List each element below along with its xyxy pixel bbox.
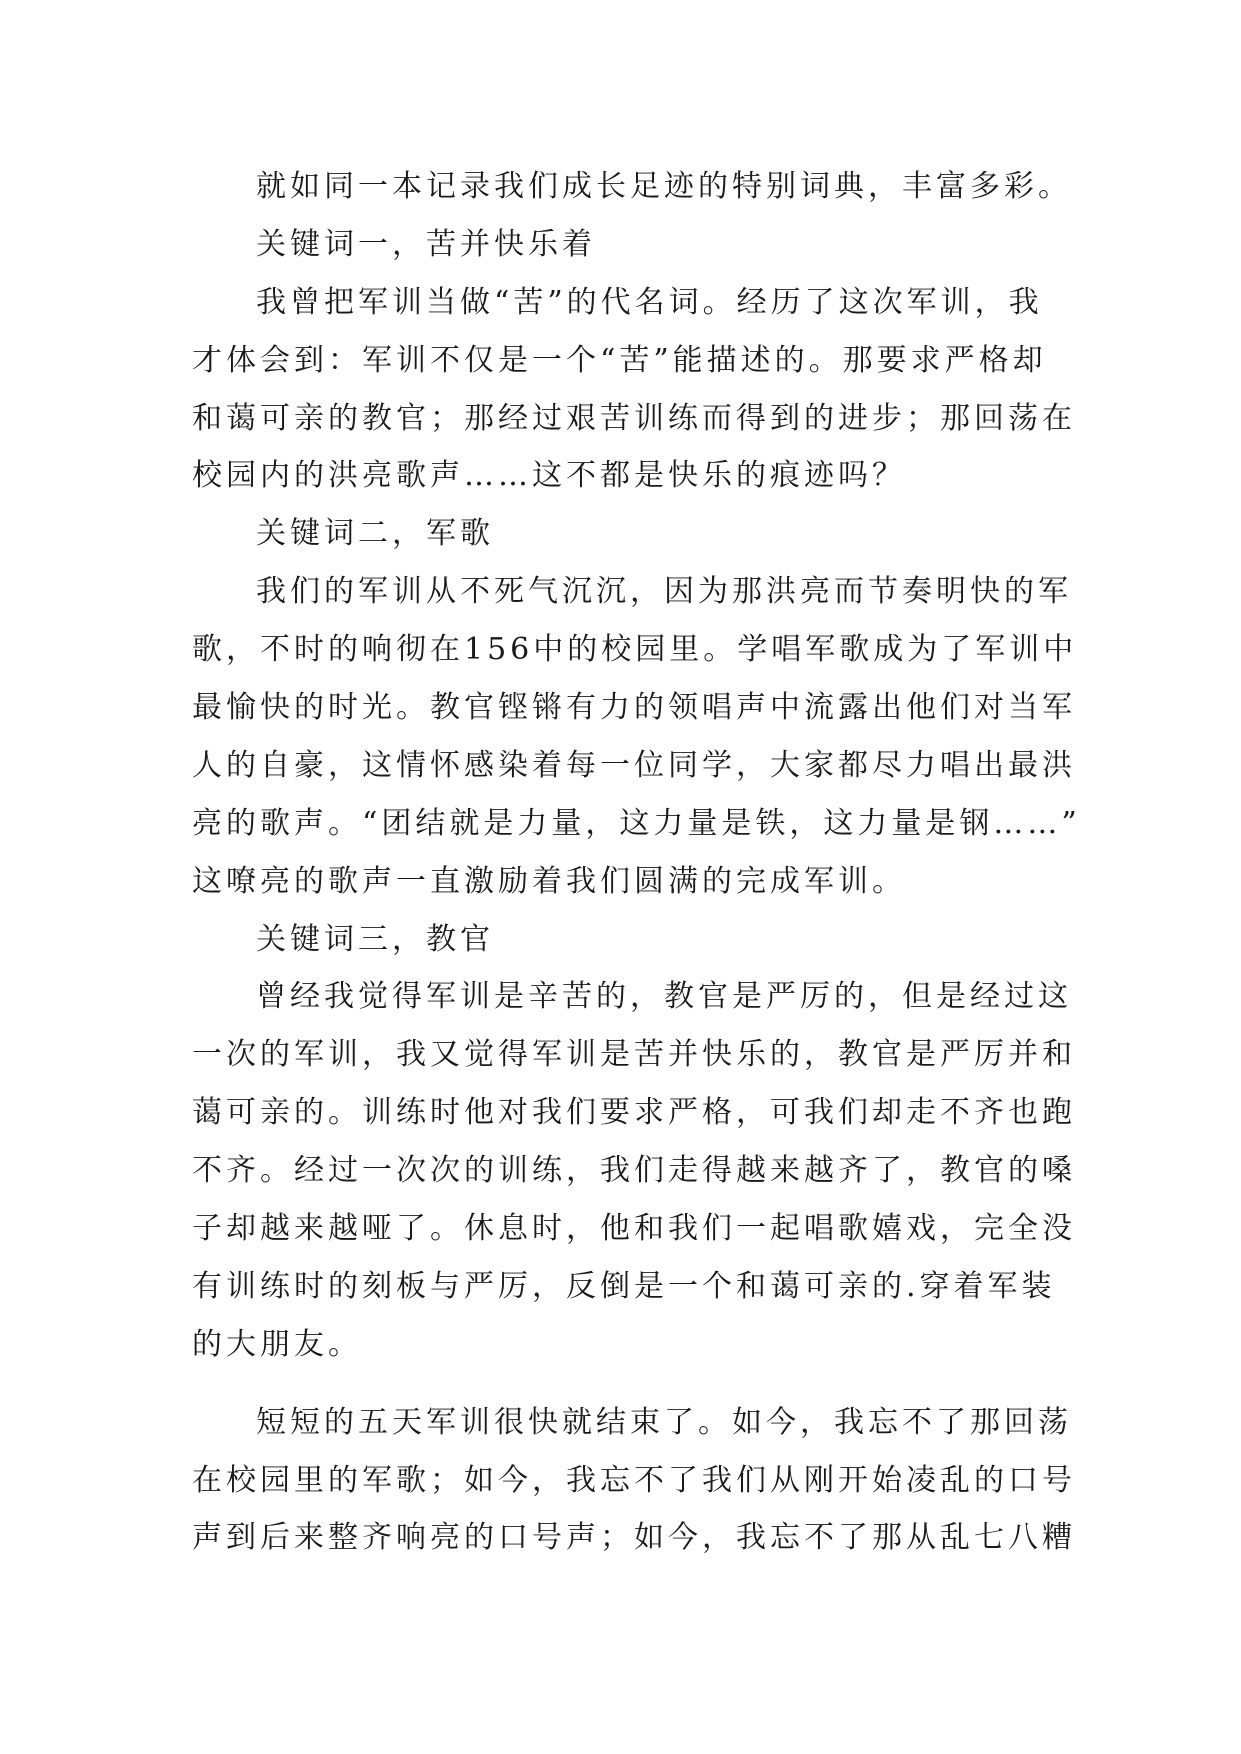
text-line: 子却越来越哑了。休息时，他和我们一起唱歌嬉戏，完全没 — [192, 1211, 1076, 1247]
text-line: 在校园里的军歌；如今，我忘不了我们从刚开始凌乱的口号 — [192, 1462, 1076, 1498]
document-body — [192, 158, 1081, 1567]
text-line: 亮的歌声。“团结就是力量，这力量是铁，这力量是钢……” — [192, 805, 1081, 841]
text-line: 就如同一本记录我们成长足迹的特别词典，丰富多彩。 — [256, 169, 1072, 204]
section-heading: 关键词一，苦并快乐着 — [256, 226, 596, 262]
text-line: 和蔼可亲的教官；那经过艰苦训练而得到的进步；那回荡在 — [192, 400, 1076, 436]
text-line: 这嘹亮的歌声一直激励着我们圆满的完成军训。 — [192, 863, 906, 899]
text-line: 蔼可亲的。训练时他对我们要求严格，可我们却走不齐也跑 — [192, 1095, 1076, 1131]
text-line: 的大朋友。 — [192, 1326, 362, 1362]
text-line: 歌，不时的响彻在156中的校园里。学唱军歌成为了军训中 — [192, 632, 1078, 668]
text-line: 人的自豪，这情怀感染着每一位同学，大家都尽力唱出最洪 — [192, 747, 1076, 783]
text-line: 曾经我觉得军训是辛苦的，教官是严厉的，但是经过这 — [256, 979, 1072, 1015]
section-heading: 关键词二，军歌 — [256, 516, 494, 552]
text-line: 校园内的洪亮歌声……这不都是快乐的痕迹吗？ — [192, 458, 906, 494]
text-line: 一次的军训，我又觉得军训是苦并快乐的，教官是严厉并和 — [192, 1037, 1076, 1073]
paragraph-gap — [192, 1374, 1052, 1394]
text-line: 有训练时的刻板与严厉，反倒是一个和蔼可亲的.穿着军装 — [192, 1268, 1056, 1304]
text-line: 最愉快的时光。教官铿锵有力的领唱声中流露出他们对当军 — [192, 690, 1076, 726]
text-line: 才体会到：军训不仅是一个“苦”能描述的。那要求严格却 — [192, 342, 1047, 378]
text-line: 不齐。经过一次次的训练，我们走得越来越齐了，教官的嗓 — [192, 1153, 1076, 1189]
section-heading: 关键词三，教官 — [256, 921, 494, 957]
text-line: 我们的军训从不死气沉沉，因为那洪亮而节奏明快的军 — [256, 574, 1072, 610]
text-line: 我曾把军训当做“苦”的代名词。经历了这次军训，我 — [256, 284, 1043, 320]
text-line: 短短的五天军训很快就结束了。如今，我忘不了那回荡 — [256, 1404, 1072, 1440]
text-line: 声到后来整齐响亮的口号声；如今，我忘不了那从乱七八糟 — [192, 1520, 1076, 1556]
